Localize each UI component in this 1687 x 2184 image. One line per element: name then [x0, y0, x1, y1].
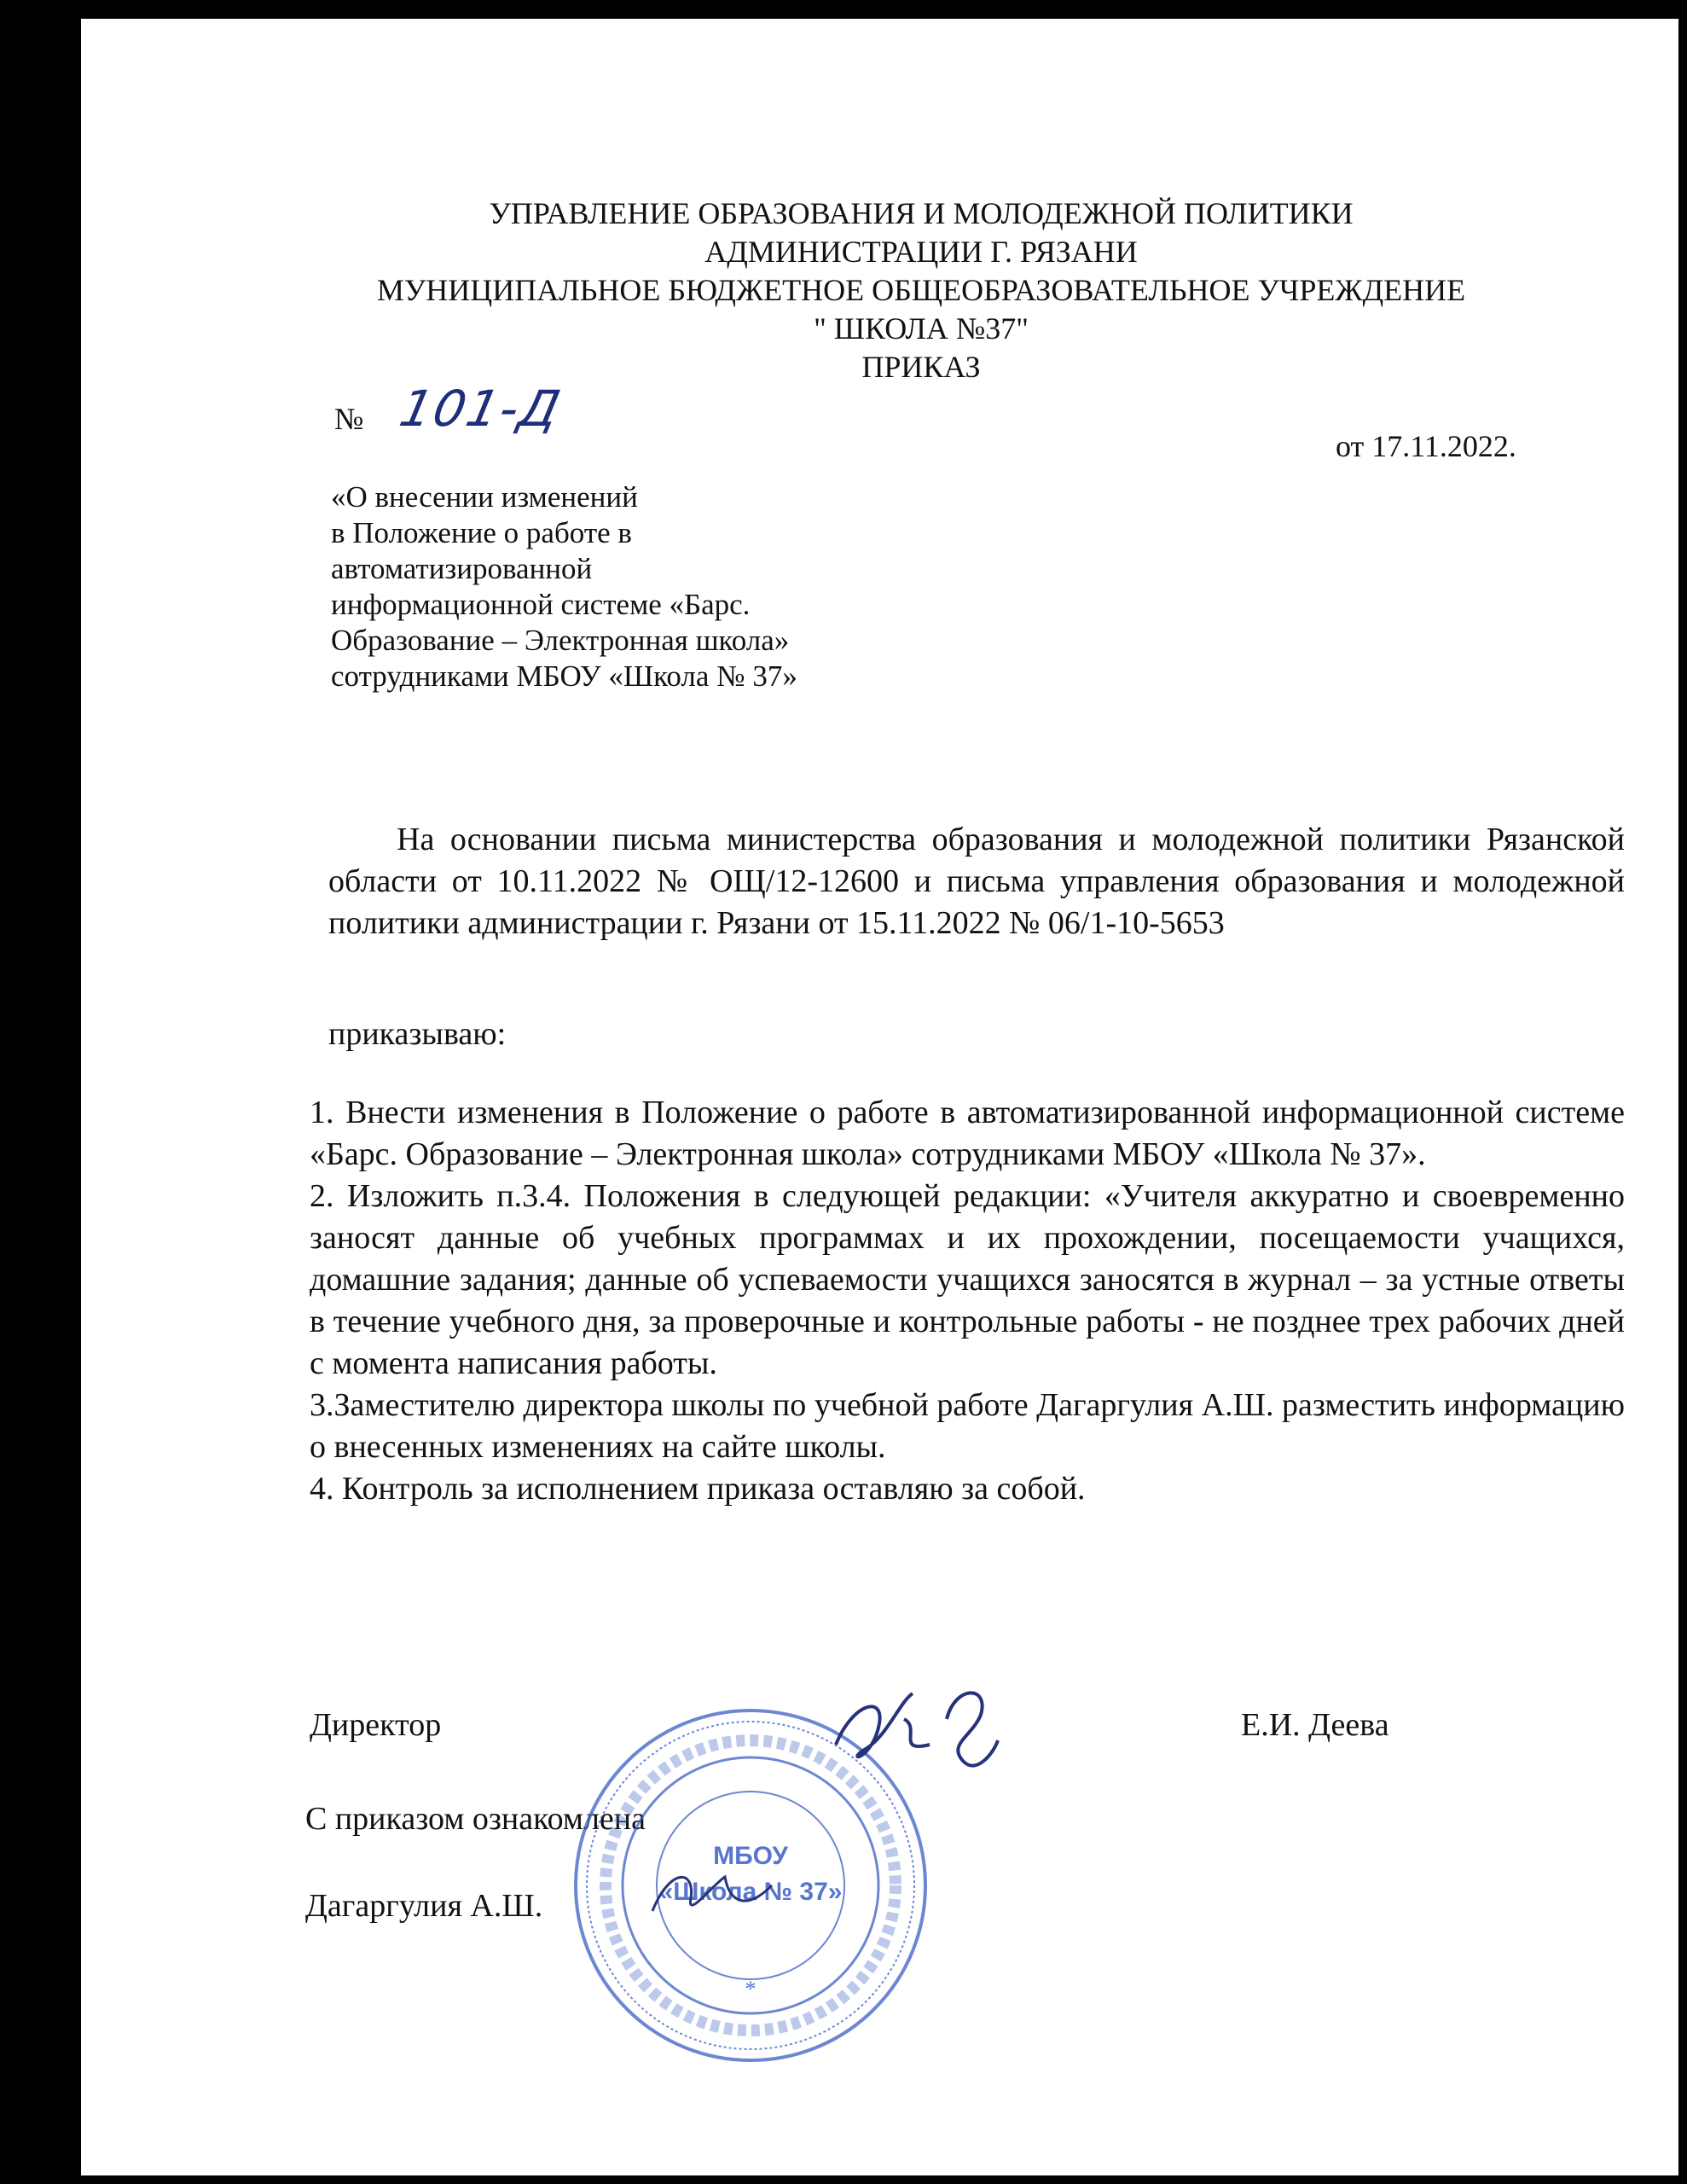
subject-line: сотрудниками МБОУ «Школа № 37» — [331, 659, 797, 693]
subject-line: в Положение о работе в — [331, 516, 632, 549]
document-header — [256, 195, 1586, 386]
scan-border-top — [81, 0, 1687, 19]
acknowledgement-signature — [644, 1851, 780, 1937]
header-line: МУНИЦИПАЛЬНОЕ БЮДЖЕТНОЕ ОБЩЕОБРАЗОВАТЕЛЬНОЕ УЧРЕЖДЕНИЕ — [376, 273, 1466, 307]
basis-paragraph: На основании письма министерства образования и молодежной политики Рязанской области от 10.11.2022 № ОЩ/12-12600 и письма управления образования и молодежной политики администрации г. Рязани от 15.11.2022 № 06/1-10-5653 — [328, 822, 1625, 941]
subject-line: «О внесении изменений — [331, 480, 638, 514]
header-line: " ШКОЛА №37" — [814, 311, 1029, 346]
acknowledgement-label: С приказом ознакомлена — [305, 1801, 646, 1837]
director-label: Директор — [310, 1707, 442, 1743]
scan-border-right — [1678, 0, 1687, 2184]
scan-border-left — [0, 0, 81, 2184]
document-type: ПРИКАЗ — [861, 350, 981, 384]
order-item: 1. Внести изменения в Положение о работе в автоматизированной информационной системе «Барс. Образование – Электронная школа» сотрудниками МБОУ «Школа № 37». — [310, 1095, 1625, 1172]
director-signature — [819, 1668, 1015, 1787]
svg-text:*: * — [745, 1977, 757, 2001]
order-number-handwritten: 101-Д — [394, 380, 567, 438]
order-item: 3.Заместителю директора школы по учебной работе Дагаргулия А.Ш. разместить информацию о внесенных изменениях на сайте школы. — [310, 1387, 1625, 1465]
scan-border-bottom — [0, 2175, 1687, 2184]
header-line: АДМИНИСТРАЦИИ Г. РЯЗАНИ — [704, 235, 1138, 269]
order-date: от 17.11.2022. — [1336, 429, 1516, 463]
seal-center-line-2: «Школа № 37» — [658, 1878, 843, 1906]
acknowledged-name: Дагаргулия А.Ш. — [305, 1888, 543, 1924]
subject-line: информационной системе «Барс. — [331, 588, 751, 621]
director-name: Е.И. Деева — [1241, 1707, 1389, 1743]
order-item: 4. Контроль за исполнением приказа оставляю за собой. — [310, 1471, 1086, 1507]
subject-line: автоматизированной — [331, 552, 593, 585]
subject-line: Образование – Электронная школа» — [331, 624, 790, 657]
order-subject — [331, 479, 797, 694]
seal-center-line-1: МБОУ — [713, 1842, 788, 1870]
order-number-label: № — [334, 402, 364, 436]
order-items — [310, 1092, 1625, 1510]
order-item: 2. Изложить п.3.4. Положения в следующей редакции: «Учителя аккуратно и своевременно заносят данные об учебных программах и их прохождении, посещаемости учащихся, домашние задания; данные об успеваемости учащихся заносятся в журнал – за устные ответы в течение учебного дня, за проверочные и контрольные работы - не позднее трех рабочих дней с момента написания работы. — [310, 1178, 1625, 1381]
header-line: УПРАВЛЕНИЕ ОБРАЗОВАНИЯ И МОЛОДЕЖНОЙ ПОЛИТИКИ — [489, 196, 1354, 230]
order-word: приказываю: — [328, 1016, 507, 1052]
